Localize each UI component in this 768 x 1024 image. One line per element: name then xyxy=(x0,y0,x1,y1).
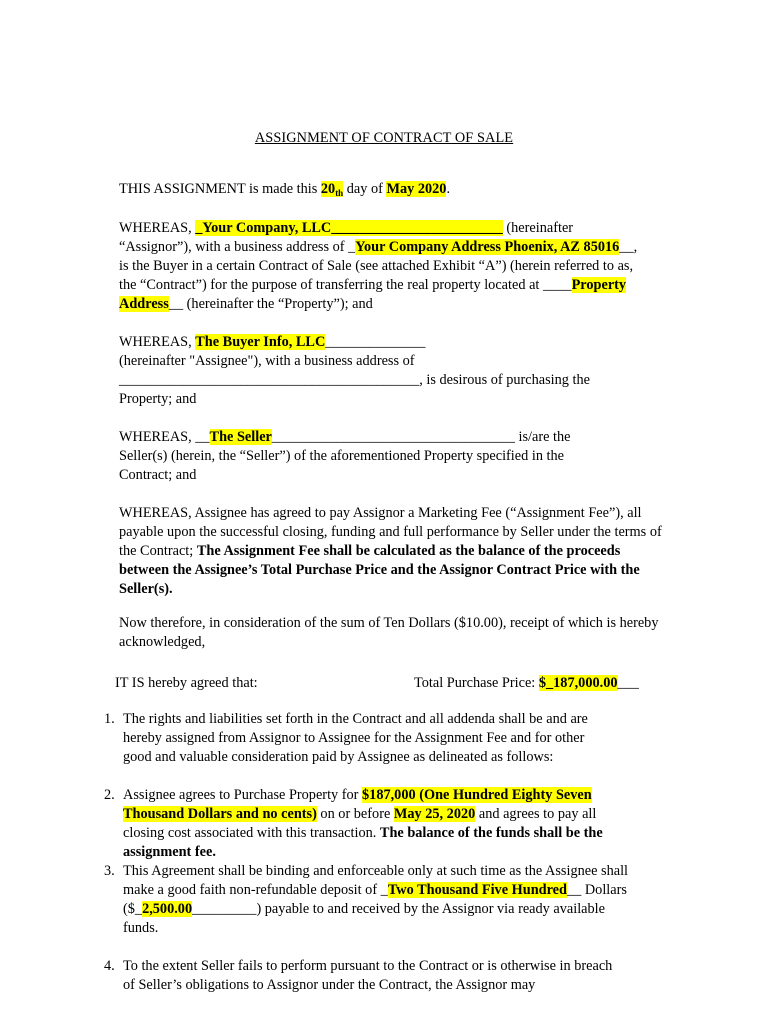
agreed-label: IT IS hereby agreed that: xyxy=(115,675,258,691)
total-purchase-price xyxy=(414,674,639,693)
assignee-name: The Buyer Info, LLC xyxy=(195,334,326,350)
document-title: ASSIGNMENT OF CONTRACT OF SALE xyxy=(254,130,514,146)
item-4-text: To the extent Seller fails to perform pursuant to the Contract or is otherwise in breach of Seller’s obligations to Assignor under the Contract, the Assignor may xyxy=(123,958,613,993)
whereas2-line2: (hereinafter "Assignee"), with a business address of xyxy=(119,353,415,369)
item-2-text xyxy=(123,786,638,862)
item-3-b: __ Dollars ($_ xyxy=(123,882,627,917)
purchase-date: May 25, 2020 xyxy=(393,806,476,822)
intro-day-highlight xyxy=(321,181,343,197)
whereas2-line4: Property; and xyxy=(119,391,197,407)
deposit-amount-words: Two Thousand Five Hundred xyxy=(387,882,567,898)
intro-month-year: May 2020 xyxy=(386,181,447,197)
item-2-b: on or before xyxy=(316,806,394,822)
item-3-a: This Agreement shall be binding and enforceable only at such time as the Assignee shall make a good faith non-refundable deposit of _ xyxy=(123,863,629,898)
whereas-assignor-paragraph xyxy=(119,219,647,314)
intro-middle: day of xyxy=(343,181,387,197)
intro-prefix: THIS ASSIGNMENT is made this xyxy=(119,181,321,197)
intro-paragraph xyxy=(119,180,679,199)
consideration-paragraph: Now therefore, in consideration of the sum of Ten Dollars ($10.00), receipt of which is hereby acknowledged, xyxy=(119,615,659,650)
whereas2-line3: __________________________________________, is desirous of purchasing the xyxy=(119,372,590,388)
whereas3-prefix: WHEREAS, __ xyxy=(119,429,210,445)
whereas1-prefix: WHEREAS, xyxy=(119,220,196,236)
whereas1-end: __ (hereinafter the “Property”); and xyxy=(168,296,373,312)
whereas4-text: WHEREAS, Assignee has agreed to pay Assignor a Marketing Fee (“Assignment Fee”), all payable upon the successful closing, funding and full performance by Seller under the terms of the Contract; xyxy=(119,505,662,559)
whereas2-prefix: WHEREAS, xyxy=(119,334,196,350)
item-3-text xyxy=(123,862,638,938)
whereas1-mid1: (hereinafter “Assignor”), with a business address of _ xyxy=(119,220,574,255)
intro-day-suffix: th xyxy=(335,188,344,198)
whereas3-end: __________________________________ is/are the Seller(s) (herein, the “Seller”) of the aforementioned Property specified in the Contract; and xyxy=(119,429,571,483)
item-2-c: and agrees to pay all closing cost associated with this transaction. xyxy=(123,806,597,841)
item-2-bold: The balance of the funds shall be the assignment fee. xyxy=(123,825,603,860)
seller-name: The Seller xyxy=(209,429,272,445)
assignor-address: Your Company Address Phoenix, AZ 85016 xyxy=(355,239,620,255)
item-3-c: _________) payable to and received by the Assignor via ready available funds. xyxy=(123,901,605,936)
whereas-seller-paragraph xyxy=(119,428,599,485)
total-value: $_187,000.00 xyxy=(538,675,618,691)
item-4-number: 4. xyxy=(104,958,115,974)
item-2-number: 2. xyxy=(104,787,115,803)
purchase-price-words: $187,000 (One Hundred Eighty Seven Thousand Dollars and no cents) xyxy=(123,787,592,822)
assignor-name: _Your Company, LLC________________________ xyxy=(195,220,503,236)
property-address: Property Address xyxy=(119,277,627,312)
item-3-number: 3. xyxy=(104,863,115,879)
item-1-text: The rights and liabilities set forth in the Contract and all addenda shall be and are hereby assigned from Assignor to Assignee for the Assignment Fee and for other good and valuable consideration paid by Assignee as delineated as follows: xyxy=(123,711,588,765)
total-label: Total Purchase Price: xyxy=(414,675,539,691)
intro-day-number: 20 xyxy=(320,181,336,197)
item-2-a: Assignee agrees to Purchase Property for xyxy=(123,787,363,803)
assignment-fee-clause: The Assignment Fee shall be calculated as the balance of the proceeds between the Assignee’s Total Purchase Price and the Assignor Contract Price with the Seller(s). xyxy=(119,543,640,597)
item-1-number: 1. xyxy=(104,711,115,727)
whereas-assignee-paragraph xyxy=(119,333,679,409)
total-end: ___ xyxy=(617,675,639,691)
whereas2-line1-end: ______________ xyxy=(325,334,426,350)
whereas2-line1 xyxy=(119,333,679,352)
intro-end: . xyxy=(446,181,451,197)
whereas1-mid2: __, is the Buyer in a certain Contract of Sale (see attached Exhibit “A”) (herein referred to as, the “Contract”) for the purpose of transferring the real property located at ____ xyxy=(119,239,638,293)
deposit-amount: 2,500.00 xyxy=(142,901,193,917)
whereas-fee-paragraph xyxy=(119,504,664,599)
